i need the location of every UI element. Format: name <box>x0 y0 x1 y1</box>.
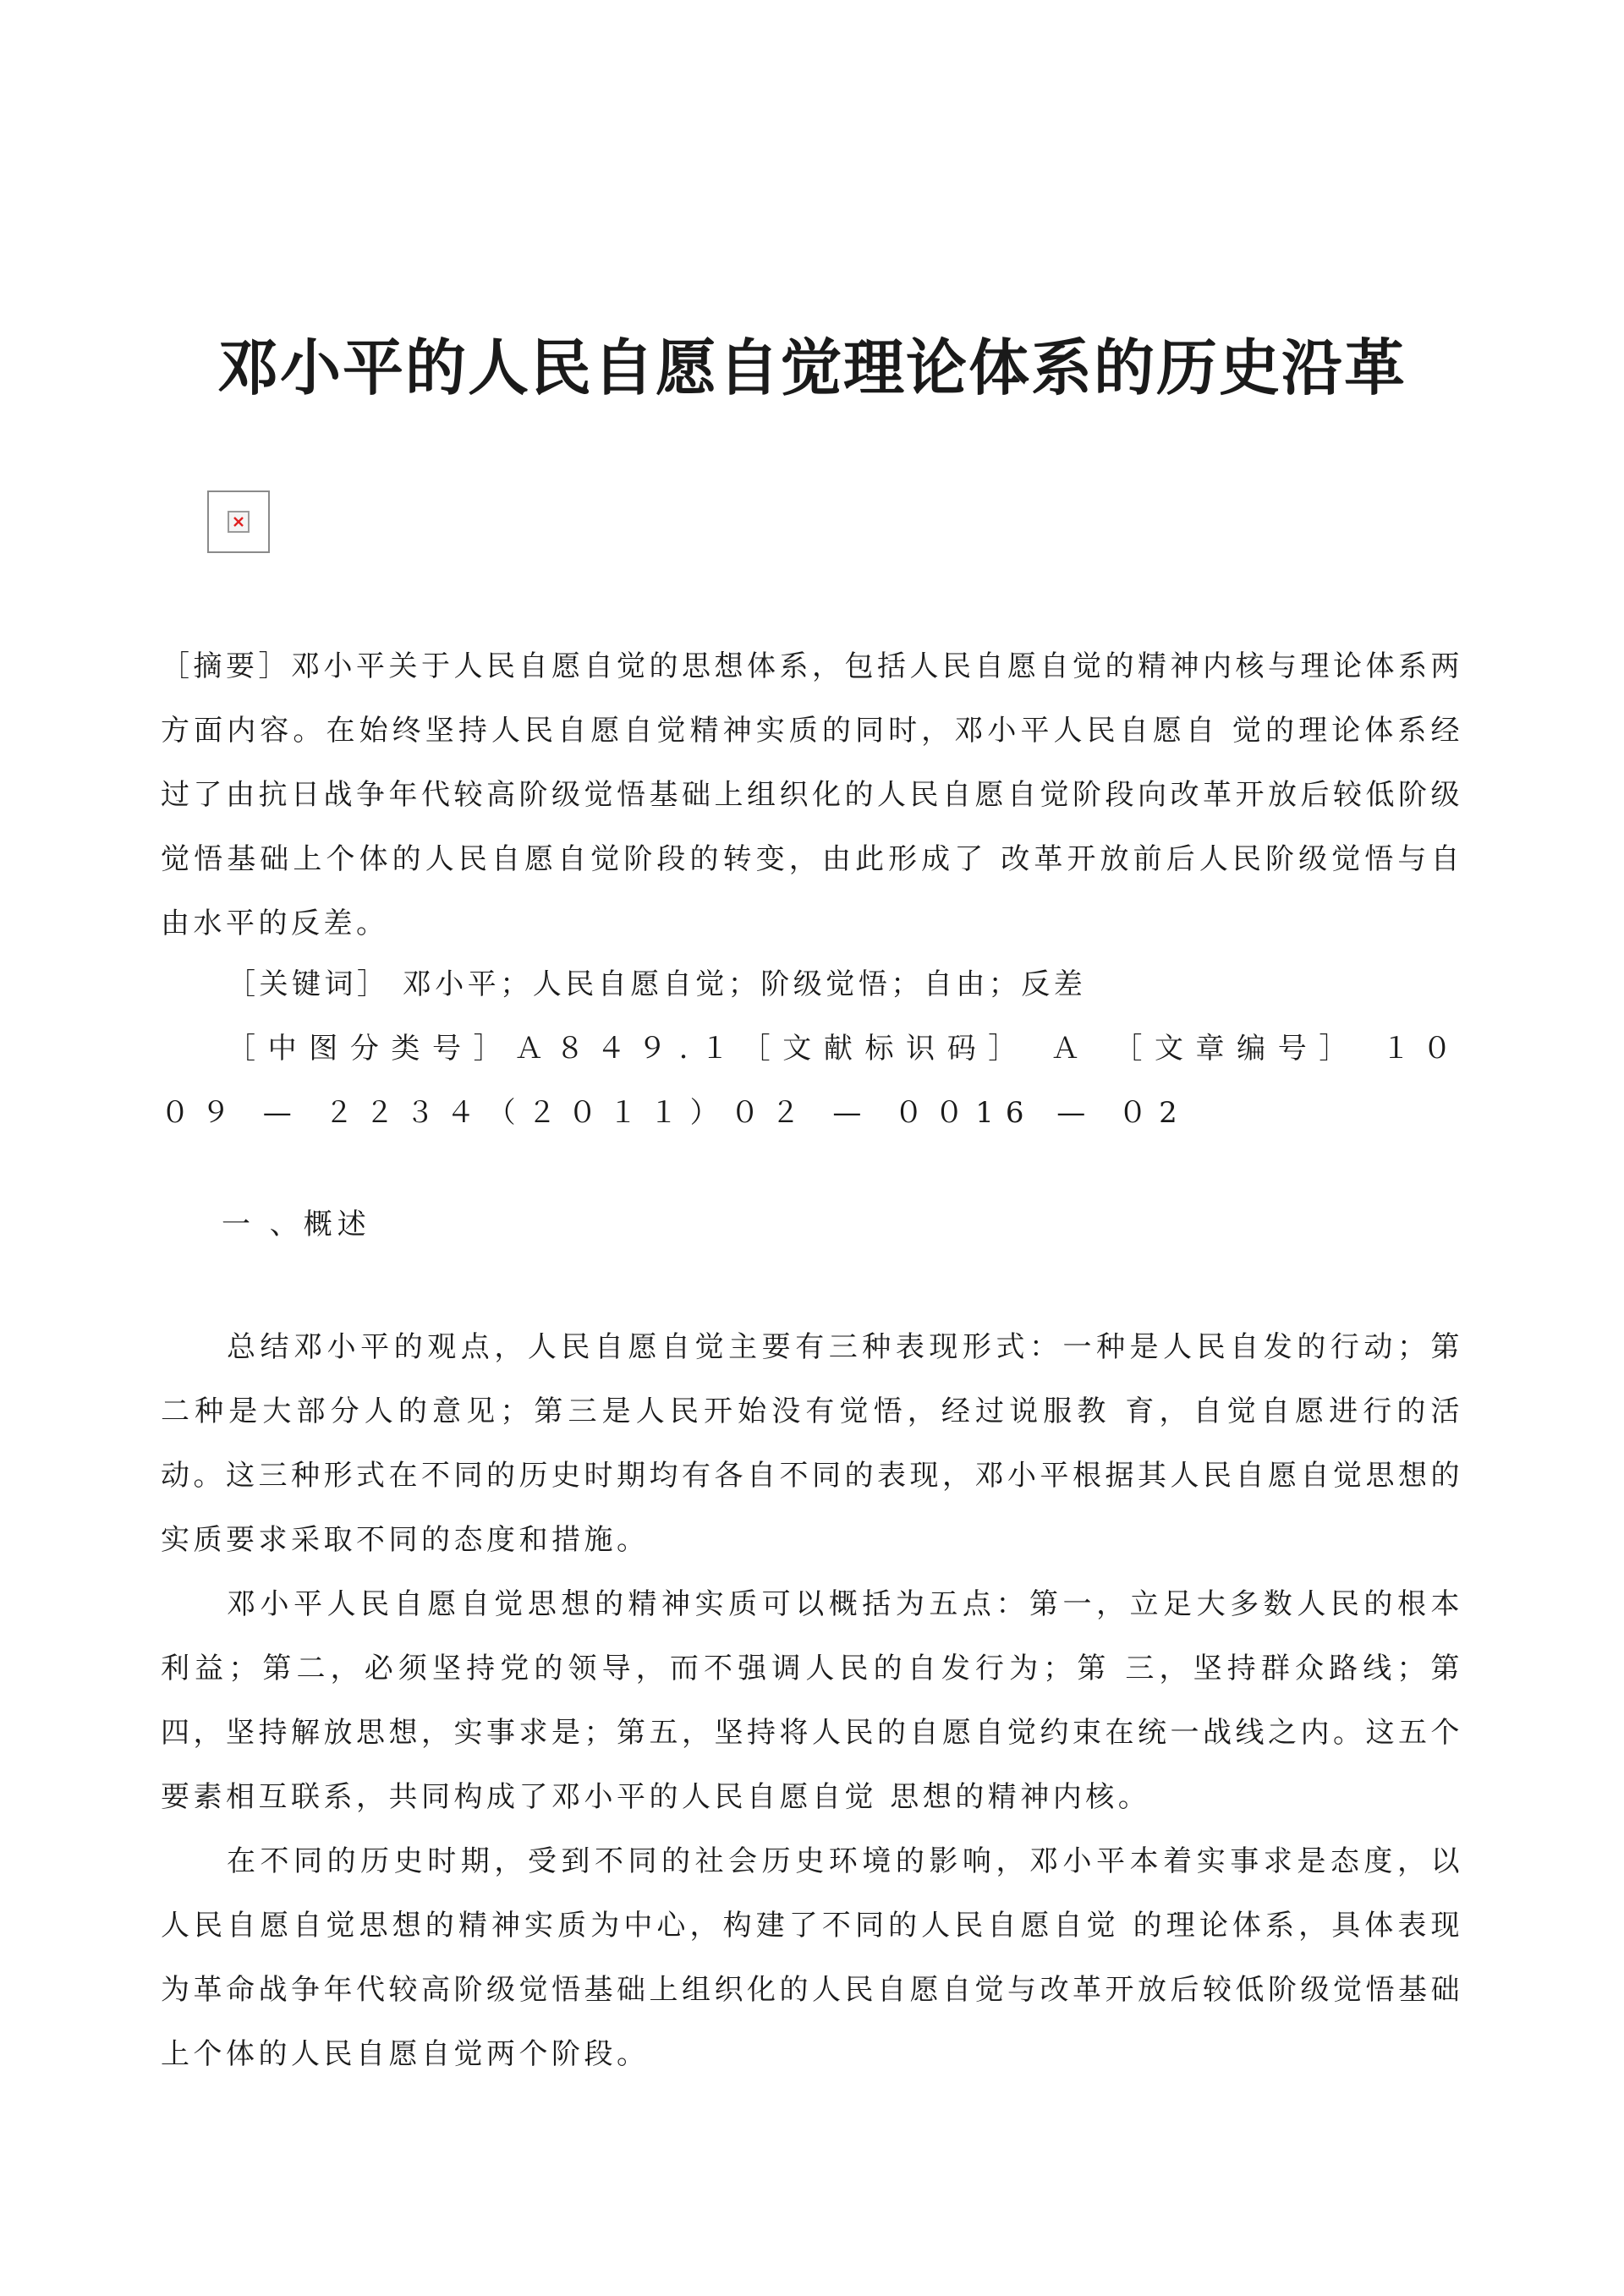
main-body <box>161 1315 1463 2086</box>
body-paragraph: 总结邓小平的观点，人民自愿自觉主要有三种表现形式：一种是人民自发的行动；第二种是大部分人的意见；第三是人民开始没有觉悟，经过说服教 育，自觉自愿进行的活动。这三种形式在不同的历史时期均有各自不同的表现，邓小平根据其人民自愿自觉思想的实质要求采取不同的态度和措施。 <box>161 1330 1463 1557</box>
broken-image-frame <box>228 511 250 533</box>
keywords-line: ［关键词］ 邓小平；人民自愿自觉；阶级觉悟；自由；反差 <box>227 967 1087 1001</box>
section-heading: 一 、概述 <box>222 1208 371 1241</box>
classification-line: ［中图分类号］Ａ８４９.１［文献标识码］ Ａ ［文章编号］ １００９ — ２２３４（２０１１）０２ — ００16 — ０2 <box>161 1032 1463 1130</box>
abstract-text: ［摘要］邓小平关于人民自愿自觉的思想体系，包括人民自愿自觉的精神内核与理论体系两方面内容。在始终坚持人民自愿自觉精神实质的同时，邓小平人民自愿自 觉的理论体系经过了由抗日战争年代较高阶级觉悟基础上组织化的人民自愿自觉阶段向改革开放后较低阶级觉悟基础上个体的人民自愿自觉阶段的转变，由此形成了 改革开放前后人民阶级觉悟与自由水平的反差。 <box>161 649 1463 940</box>
body-paragraph: 邓小平人民自愿自觉思想的精神实质可以概括为五点：第一，立足大多数人民的根本利益；第二，必须坚持党的领导，而不强调人民的自发行为；第 三，坚持群众路线；第四，坚持解放思想，实事求是；第五，坚持将人民的自愿自觉约束在统一战线之内。这五个要素相互联系，共同构成了邓小平的人民自愿自觉 思想的精神内核。 <box>161 1587 1463 1814</box>
meta-block <box>161 952 1463 1145</box>
red-x-icon <box>233 516 244 528</box>
document-title: 邓小平的人民自愿自觉理论体系的历史沿革 <box>217 332 1407 403</box>
body-paragraph: 在不同的历史时期，受到不同的社会历史环境的影响，邓小平本着实事求是态度，以人民自愿自觉思想的精神实质为中心，构建了不同的人民自愿自觉 的理论体系，具体表现为革命战争年代较高阶级觉悟基础上组织化的人民自愿自觉与改革开放后较低阶级觉悟基础上个体的人民自愿自觉两个阶段。 <box>161 1844 1463 2071</box>
abstract-block <box>161 634 1463 956</box>
broken-image-icon <box>207 490 270 553</box>
